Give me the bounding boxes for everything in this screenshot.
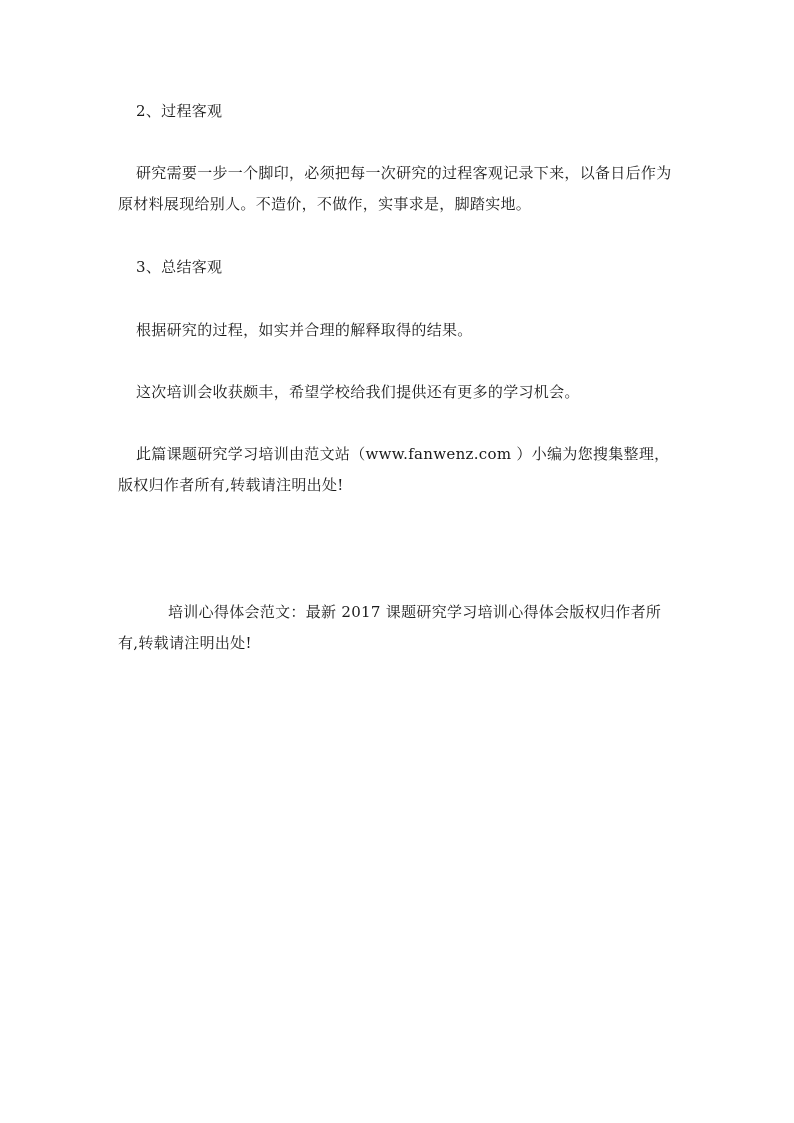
source-copyright-note: 此篇课题研究学习培训由范文站（www.fanwenz.com ）小编为您搜集整理，版权归作者所有,转载请注明出处! — [118, 445, 670, 494]
body-paragraph-explain-results: 根据研究的过程，如实并合理的解释取得的结果。 — [136, 321, 473, 339]
section-heading-summary-objective: 3、总结客观 — [136, 258, 223, 276]
section-heading-process-objective: 2、过程客观 — [136, 102, 223, 120]
footer-copyright-note: 培训心得体会范文：最新 2017 课题研究学习培训心得体会版权归作者所有,转载请注明出处! — [118, 603, 662, 652]
body-paragraph-process-record: 研究需要一步一个脚印，必须把每一次研究的过程客观记录下来，以备日后作为原材料展现给别人。不造价，不做作，实事求是，脚踏实地。 — [118, 164, 672, 213]
body-paragraph-training-gain: 这次培训会收获颇丰，希望学校给我们提供还有更多的学习机会。 — [136, 383, 580, 401]
